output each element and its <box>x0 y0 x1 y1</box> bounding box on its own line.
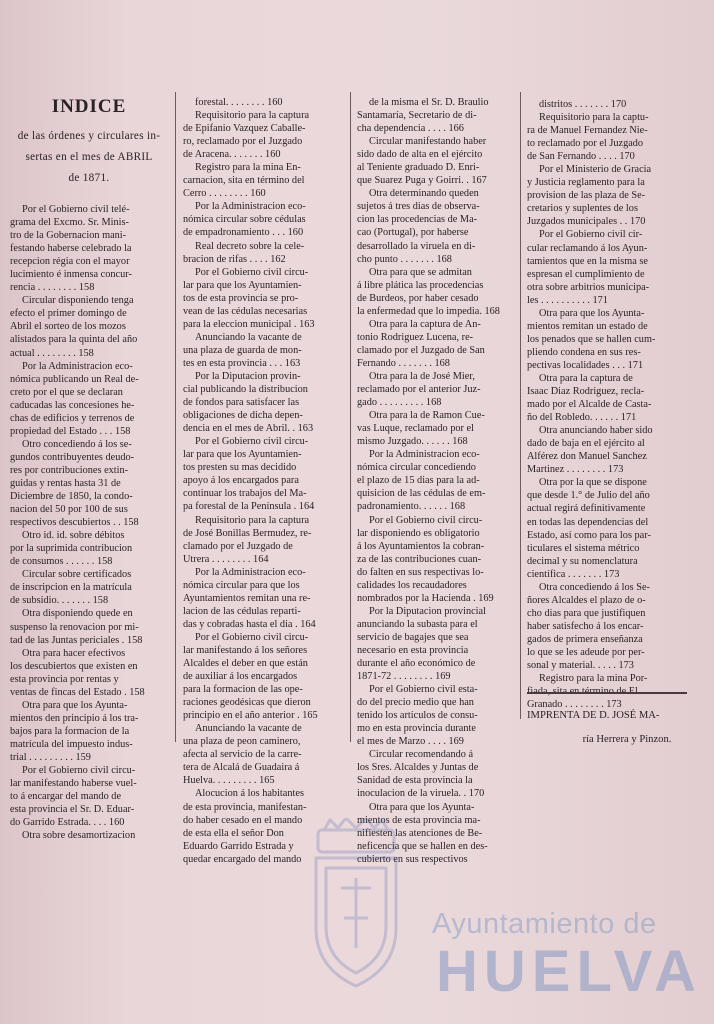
entry-line: Otro concediendo á los se- <box>22 438 132 450</box>
coat-of-arms-stamp <box>296 818 416 990</box>
entry-line: tos de esta provincia se pro- <box>183 292 299 304</box>
entry-line: Martinez . . . . . . . . 173 <box>527 464 624 476</box>
entry-line: servicio de bagajes que sea <box>357 631 469 643</box>
entry-line: Circular sobre certificados <box>22 569 132 581</box>
entry-line: lar para que los Ayuntamien- <box>183 449 302 461</box>
index-entry <box>10 607 168 646</box>
entry-line: to á encargar del mando de <box>10 791 122 803</box>
entry-line: cion las procedencias de Ma- <box>357 214 478 226</box>
entry-line: para la eleccion municipal . 163 <box>183 318 315 330</box>
entry-line: forestal. . . . . . . . 160 <box>195 97 283 108</box>
entry-line: espresan el cumplimiento de <box>527 268 645 280</box>
entry-line: res por contribuciones extin- <box>10 464 129 476</box>
entry-line: do haber cesado en el mando <box>183 814 303 826</box>
entry-line: alistados para la quinta del año <box>10 334 138 346</box>
entry-line: Fernando . . . . . . . 168 <box>357 357 450 369</box>
entry-line: Alcaldes el deber en que están <box>183 658 308 670</box>
entry-line: clamado por el Juzgado de San <box>357 344 485 356</box>
index-entry <box>183 722 341 787</box>
entry-line: Alférez don Manuel Sanchez <box>527 451 647 463</box>
index-entry <box>357 96 514 135</box>
entry-line: principio en el año anterior . 165 <box>183 710 318 722</box>
entry-line: Por el Gobierno civil circu- <box>195 436 309 448</box>
index-entry <box>183 331 341 370</box>
printer-imprint <box>527 692 687 752</box>
entry-line: tad de las Juntas periciales . 158 <box>10 634 143 646</box>
entry-line: nacion del 50 por 100 de sus <box>10 504 128 516</box>
index-entry <box>527 98 687 111</box>
entry-line: bajos para la formacion de la <box>10 725 130 737</box>
entry-line: Otra concediendo á los Se- <box>539 581 650 593</box>
entry-line: ra de Manuel Fernandez Nie- <box>527 125 648 137</box>
column-2 <box>183 96 341 866</box>
entry-line: Por el Ministerio de Gracia <box>539 164 652 176</box>
entry-line: Huelva. . . . . . . . . 165 <box>183 775 275 787</box>
entry-line: suspenso la renovacion por mi- <box>10 621 139 633</box>
entry-line: de consumos . . . . . . 158 <box>10 556 113 568</box>
entry-line: mo en esta provincia durante <box>357 723 476 735</box>
entry-line: cial publicando la distribucion <box>183 384 308 396</box>
entry-line: á los Ayuntamientos la cobran- <box>357 540 485 552</box>
entry-line: to reclamado por el Juzgado <box>527 138 644 150</box>
entry-line: de José Bonillas Bermudez, re- <box>183 527 312 539</box>
entry-line: distritos . . . . . . . 170 <box>539 99 627 110</box>
entry-line: do Garrido Estrada. . . . 160 <box>10 817 125 829</box>
entry-line: Circular recomendando á <box>369 749 474 761</box>
entry-line: les . . . . . . . . . . 171 <box>527 294 608 306</box>
entry-line: Otra para que los Ayunta- <box>22 699 128 711</box>
entry-line: lacion de las cédulas reparti- <box>183 605 301 617</box>
index-entry <box>357 187 514 265</box>
column-4 <box>527 98 687 711</box>
entry-line: nómica circular para que los <box>183 579 300 591</box>
index-entry <box>183 109 341 161</box>
entry-line: Por el Gobierno civil circu- <box>195 266 309 278</box>
entry-line: Alocucion á los habitantes <box>195 788 304 800</box>
entry-line: haber satisfecho á los encar- <box>527 620 644 632</box>
entry-line: el plazo de 15 dias para la ad- <box>357 475 480 487</box>
index-entry <box>183 266 341 331</box>
index-subtitle-line: sertas en el mes de ABRIL <box>25 151 153 163</box>
entry-line: cho punto . . . . . . . 168 <box>357 253 452 265</box>
entry-line: mismo Juzgado. . . . . . 168 <box>357 436 468 448</box>
entry-line: calidades los recaudadores <box>357 579 467 591</box>
entry-line: quisicion de las cédulas de em- <box>357 488 486 500</box>
entry-line: carnacion, sita en término del <box>183 175 305 187</box>
entry-line: obligaciones de dicha depen- <box>183 410 303 422</box>
entry-line: esta provincia por rentas y <box>10 673 119 685</box>
entry-line: una plaza de peon caminero, <box>183 736 301 748</box>
entry-line: Real decreto sobre la cele- <box>195 240 305 252</box>
entry-line: una plaza de guarda de mon- <box>183 344 302 356</box>
entry-line: ro, reclamado por el Juzgado <box>183 136 303 148</box>
index-entry <box>183 566 341 631</box>
entry-line: 1871-72 . . . . . . . . 169 <box>357 671 451 683</box>
index-entry <box>183 514 341 566</box>
index-entry <box>527 476 687 580</box>
index-entry <box>183 631 341 722</box>
entry-line: raciones geodésicas que dieron <box>183 697 311 709</box>
entry-line: de fondos para satisfacer las <box>183 397 300 409</box>
entry-line: nifiesten las atenciones de Be- <box>357 827 483 839</box>
entry-line: mientos remitan un estado de <box>527 320 648 332</box>
entry-line: la enfermedad que lo impedia. 168 <box>357 305 500 317</box>
entry-line: vean de las cédulas necesarias <box>183 305 308 317</box>
index-entry <box>357 318 514 370</box>
entry-line: Diciembre de 1850, la condo- <box>10 491 133 503</box>
index-entry <box>527 372 687 424</box>
index-entry <box>183 370 341 435</box>
entry-line: Otra para que los Ayunta- <box>369 801 475 813</box>
entry-line: Requisitorio para la captura <box>195 514 310 526</box>
imprint-line: ría Herrera y Pinzon. <box>582 734 672 745</box>
entry-line: neficencia que se hallen en des- <box>357 840 488 852</box>
entry-line: cao (Portugal), por haberse <box>357 227 469 239</box>
entry-line: Por el Gobierno civil telé- <box>22 204 130 215</box>
entry-line: Por la Administracion eco- <box>369 449 480 461</box>
entry-line: caducadas las concesiones he- <box>10 399 135 411</box>
index-header <box>10 96 168 189</box>
entry-line: do del precio medio que han <box>357 697 474 709</box>
watermark-text: Ayuntamiento de <box>432 908 657 940</box>
watermark-logo: HUELVA <box>436 939 702 1004</box>
entry-line: rencia . . . . . . . . 158 <box>10 282 95 294</box>
entry-line: trial . . . . . . . . . 159 <box>10 751 91 763</box>
entry-line: científica . . . . . . . 173 <box>527 568 620 580</box>
entry-line: Por la Administracion eco- <box>195 201 306 213</box>
entry-line: tonio Rodriguez Lucena, re- <box>357 331 474 343</box>
entry-line: propiedad del Estado . . . 158 <box>10 425 131 437</box>
entry-line: gundos contribuyentes deudo- <box>10 451 135 463</box>
entry-line: y Justicia reglamento para la <box>527 177 645 189</box>
index-entry <box>10 764 168 829</box>
entry-line: Otra para que los Ayunta- <box>539 307 645 319</box>
entry-line: tro de la Gobernacion mani- <box>10 230 127 242</box>
entry-line: Circular disponiendo tenga <box>22 295 134 307</box>
entry-line: de la misma el Sr. D. Braulio <box>369 97 489 108</box>
entry-line: sonal y material. . . . . 173 <box>527 660 634 672</box>
entry-line: Por el Gobierno civil esta- <box>369 684 478 696</box>
entry-line: recepcion régia con el mayor <box>10 256 130 268</box>
entry-line: anunciando la subasta para el <box>357 618 478 630</box>
entry-line: Otra sobre desamortizacion <box>22 830 136 842</box>
entry-line: Por la Administracion eco- <box>195 566 306 578</box>
column-divider <box>520 92 521 719</box>
entry-line: creto por el que se declaran <box>10 386 123 398</box>
entry-line: Cerro . . . . . . . . 160 <box>183 188 266 200</box>
entry-line: sujetos á tres dias de observa- <box>357 201 480 213</box>
index-entry <box>10 699 168 764</box>
entry-line: cretarios y suplentes de los <box>527 203 638 215</box>
index-entry <box>357 748 514 800</box>
entry-line: bracion de rifas . . . . 162 <box>183 253 286 265</box>
entry-line: de esta ella el señor Don <box>183 827 284 839</box>
entry-line: los descubiertos que existen en <box>10 660 138 672</box>
index-entry <box>10 360 168 438</box>
index-entry <box>527 424 687 476</box>
entry-line: sido dado de alta en el ejército <box>357 149 483 161</box>
entry-line: ño del Robledo. . . . . . 171 <box>527 412 637 424</box>
entry-line: Sanidad de esta provincia la <box>357 775 473 787</box>
entry-line: nombrados por la Hacienda . 169 <box>357 592 494 604</box>
entry-line: esta provincia el Sr. D. Eduar- <box>10 804 135 816</box>
entry-line: mientos de esta provincia ma- <box>357 814 481 826</box>
entry-line: Por el Gobierno civil circu- <box>369 514 483 526</box>
entry-line: nómica publicando un Real de- <box>10 373 139 385</box>
entry-line: de San Fernando . . . . 170 <box>527 151 635 163</box>
entry-line: el mes de Marzo . . . . 169 <box>357 736 464 748</box>
entry-line: lar manifestando á los señores <box>183 644 308 656</box>
entry-line: respectivos descubiertos . . 158 <box>10 517 139 529</box>
entry-line: vas Luque, reclamado por el <box>357 423 474 435</box>
entry-line: ticulares el sistema métrico <box>527 542 640 554</box>
entry-line: lar manifestando haberse vuel- <box>10 778 137 790</box>
entry-line: cho dias para que justifiquen <box>527 607 646 619</box>
entry-line: Por la Diputacion provin- <box>195 370 301 382</box>
entry-line: de Burdeos, por haber cesado <box>357 292 479 304</box>
entry-line: de subsidio. . . . . . . 158 <box>10 595 109 607</box>
entry-line: por la suprimida contribucion <box>10 543 133 555</box>
entry-line: que desde 1.° de Julio del año <box>527 490 650 502</box>
entry-line: inoculacion de la viruela. . 170 <box>357 788 485 800</box>
entry-line: tos presten su mas decidido <box>183 462 297 474</box>
index-entry <box>357 409 514 448</box>
entry-line: Abril el sorteo de los mozos <box>10 321 126 333</box>
entries-list <box>357 96 514 866</box>
entry-line: los Sres. Alcaldes y Juntas de <box>357 762 479 774</box>
entry-line: Circular manifestando haber <box>369 136 487 148</box>
entry-line: Por el Gobierno civil circu- <box>195 631 309 643</box>
entry-line: gado . . . . . . . . . 168 <box>357 397 442 409</box>
entry-line: Por la Diputacion provincial <box>369 605 486 617</box>
index-entry <box>10 294 168 359</box>
entry-line: das y cobradas hasta el dia . 164 <box>183 618 316 630</box>
entry-line: lar para que los Ayuntamien- <box>183 279 302 291</box>
entry-line: Ayuntamientos remitan una re- <box>183 592 311 604</box>
entry-line: pliendo condena en sus res- <box>527 346 641 358</box>
entry-line: lucimiento é inmensa concur- <box>10 269 132 281</box>
entry-line: de empadronamiento . . . 160 <box>183 227 304 239</box>
entry-line: cubierto en sus respectivos <box>357 853 468 865</box>
entry-line: necesario en esta provincia <box>357 644 469 656</box>
entry-line: para la formacion de las ope- <box>183 684 303 696</box>
entry-line: tes en esta provincia . . . 163 <box>183 357 301 369</box>
entry-line: provision de las plaza de Se- <box>527 190 646 202</box>
entries-list <box>183 96 341 866</box>
entry-line: gados de primera enseñanza <box>527 633 643 645</box>
entry-line: Otra para la captura de An- <box>369 318 481 330</box>
column-divider <box>175 92 176 742</box>
entry-line: á libre plática las procedencias <box>357 279 484 291</box>
entry-line: continuar los trabajos del Ma- <box>183 488 307 500</box>
entry-line: Registro para la mina Por- <box>539 673 648 685</box>
entry-line: Otra anunciando haber sido <box>539 425 653 437</box>
index-entry <box>183 96 341 109</box>
entry-line: ñores Alcaldes el plazo de o- <box>527 594 646 606</box>
column-divider <box>350 92 351 742</box>
entry-line: Otra determinando queden <box>369 188 479 200</box>
entry-line: Eduardo Garrido Estrada y <box>183 840 294 852</box>
entry-line: dado de baja en el ejército al <box>527 438 645 450</box>
entry-line: nómica circular concediendo <box>357 462 476 474</box>
index-entry <box>527 581 687 672</box>
entry-line: Requisitorio para la captura <box>195 110 310 122</box>
entry-line: Requisitorio para la captu- <box>539 112 649 124</box>
entry-line: quedar encargado del mando <box>183 853 302 865</box>
entry-line: Anunciando la vacante de <box>195 331 302 343</box>
entry-line: pa forestal de la Península . 164 <box>183 501 315 513</box>
entry-line: actual regirá definitivamente <box>527 503 646 515</box>
column-3 <box>357 96 514 866</box>
index-subtitle <box>10 126 168 189</box>
entry-line: Otra para la captura de <box>539 372 633 384</box>
entry-line: de Epifanio Vazquez Caballe- <box>183 123 306 135</box>
entry-line: reclamado por el anterior Juz- <box>357 384 481 396</box>
index-entry <box>183 240 341 266</box>
entry-line: padronamiento. . . . . . 168 <box>357 501 466 513</box>
entry-line: Estado, así como para los par- <box>527 529 651 541</box>
entry-line: de esta provincia, manifestan- <box>183 801 307 813</box>
index-title: INDICE <box>51 96 127 117</box>
entry-line: Otra para la de José Mier, <box>369 370 475 382</box>
index-entry <box>357 370 514 409</box>
entry-line: que Suarez Puga y Goirri. . 167 <box>357 175 487 187</box>
entry-line: Por la Administracion eco- <box>22 360 133 372</box>
entry-line: apoyo á los encargados para <box>183 475 299 487</box>
entry-line: cular reclamando á los Ayun- <box>527 242 648 254</box>
entry-line: festando haberse celebrado la <box>10 243 132 255</box>
index-entry <box>183 435 341 513</box>
entry-line: al Teniente graduado D. Enri- <box>357 162 480 174</box>
index-entry <box>357 605 514 683</box>
entry-line: mado por el Alcalde de Casta- <box>527 399 652 411</box>
entry-line: ventas de fincas del Estado . 158 <box>10 686 145 698</box>
entry-line: Santamaría, Secretario de di- <box>357 110 477 122</box>
entry-line: Por el Gobierno civil circu- <box>22 765 136 777</box>
entry-line: desarrollado la viruela en di- <box>357 240 476 252</box>
entry-line: za de las contribuciones cuan- <box>357 553 482 565</box>
index-entry <box>10 829 168 842</box>
entry-line: decimal y su nomenclatura <box>527 555 638 567</box>
entry-line: do falten en sus respectivas lo- <box>357 566 484 578</box>
index-entry <box>183 200 341 239</box>
index-entry <box>10 203 168 294</box>
index-entry <box>357 514 514 605</box>
entry-line: Isaac Diaz Rodriguez, recla- <box>527 386 645 398</box>
index-entry <box>357 448 514 513</box>
entry-line: de Aracena. . . . . . . 160 <box>183 149 281 161</box>
entry-line: efecto el primer domingo de <box>10 308 127 320</box>
entry-line: mientos den principio á los tra- <box>10 712 139 724</box>
index-entry <box>357 266 514 318</box>
entry-line: Otro id. id. sobre débitos <box>22 530 125 542</box>
index-subtitle-line: de 1871. <box>68 172 110 184</box>
entry-line: lo que se les adeude por per- <box>527 646 645 658</box>
index-entry <box>527 307 687 372</box>
entry-line: tera de Alcalá de Guadaira á <box>183 762 300 774</box>
entry-line: dencia en el mes de Abril. . 163 <box>183 423 314 435</box>
index-entry <box>527 228 687 306</box>
index-entry <box>10 438 168 529</box>
index-entry <box>10 568 168 607</box>
entry-line: lar disponiendo es obligatorio <box>357 527 480 539</box>
entry-line: chas de edificios y terrenos de <box>10 412 135 424</box>
entry-line: Granado . . . . . . . . 173 <box>527 699 622 711</box>
entry-line: otra sobre arbitrios municipa- <box>527 281 650 293</box>
entry-line: durante el año económico de <box>357 658 476 670</box>
index-entry <box>183 161 341 200</box>
imprint-line: IMPRENTA DE D. JOSÉ MA- <box>527 710 660 721</box>
entries-list <box>10 203 168 842</box>
entry-line: Utrera . . . . . . . . 164 <box>183 553 269 565</box>
entry-line: guidas y rentas hasta 31 de <box>10 477 121 489</box>
entry-line: matrícula del impuesto indus- <box>10 738 133 750</box>
entry-line: Anunciando la vacante de <box>195 723 302 735</box>
entry-line: cha dependencia . . . . 166 <box>357 123 464 135</box>
entry-line: pectivas localidades . . . 171 <box>527 359 644 371</box>
entry-line: nómica circular sobre cédulas <box>183 214 306 226</box>
entry-line: clamado por el Juzgado de <box>183 540 293 552</box>
index-entry <box>527 111 687 163</box>
index-entry <box>10 647 168 699</box>
entry-line: Registro para la mina En- <box>195 162 301 174</box>
index-entry <box>527 163 687 228</box>
entry-line: en todas las dependencias del <box>527 516 649 528</box>
entry-line: Otra para la de Ramon Cue- <box>369 410 485 422</box>
index-entry <box>10 529 168 568</box>
entry-line: actual . . . . . . . . 158 <box>10 347 94 359</box>
entry-line: de auxiliar á los encargados <box>183 671 298 683</box>
entry-line: tenido los artículos de consu- <box>357 710 478 722</box>
index-subtitle-line: de las órdenes y circulares in- <box>17 130 161 142</box>
entry-line: tamientos que en la misma se <box>527 255 648 267</box>
entry-line: Por el Gobierno civil cir- <box>539 229 643 241</box>
entry-line: Otra para que se admitan <box>369 266 472 278</box>
entry-line: grama del Excmo. Sr. Minis- <box>10 217 129 229</box>
entry-line: Otra por la que se dispone <box>539 477 647 489</box>
entry-line: Juzgados municipales . . 170 <box>527 216 646 228</box>
entry-line: de inscripcion en la matrícula <box>10 582 132 594</box>
entry-line: fiada, sita en término de El <box>527 686 638 698</box>
index-entry <box>357 135 514 187</box>
column-1 <box>10 96 168 842</box>
entries-list <box>527 98 687 711</box>
entry-line: afecta al servicio de la carre- <box>183 749 302 761</box>
entry-line: Otra para hacer efectivos <box>22 647 126 659</box>
entry-line: los penados que se hallen cum- <box>527 333 656 345</box>
entry-line: Otra disponiendo quede en <box>22 608 133 620</box>
index-entry <box>357 683 514 748</box>
